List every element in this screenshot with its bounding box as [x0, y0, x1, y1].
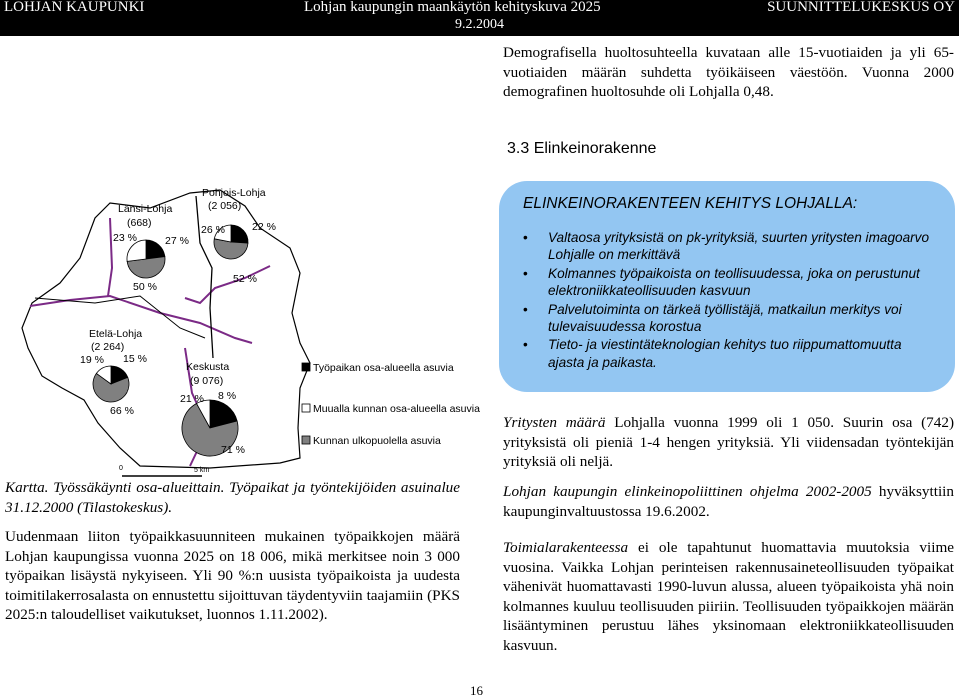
area-name-lansi-lohja: Länsi-Lohja — [118, 203, 173, 215]
area-share-label: 23 % — [113, 232, 137, 244]
header-organization: LOHJAN KAUPUNKI — [4, 0, 145, 15]
legend-swatch — [302, 363, 310, 371]
scale-end: 5 km — [194, 467, 210, 474]
info-box-list — [523, 229, 935, 372]
legend-label: Työpaikan osa-alueella asuvia — [313, 362, 454, 374]
area-share-label: 8 % — [218, 390, 237, 402]
area-share-label: 21 % — [180, 393, 204, 405]
right-paragraph-industry — [503, 538, 954, 655]
info-box — [499, 181, 955, 392]
info-box-title: ELINKEINORAKENTEEN KEHITYS LOHJALLA: — [523, 195, 858, 212]
area-share-label: 52 % — [233, 273, 257, 285]
info-box-bullet: • Kolmannes työpaikoista on teollisuudessa, joka on perustunut elektroniikkateollisuuden kasvuun — [523, 265, 935, 300]
header-document-title: Lohjan kaupungin maankäytön kehityskuva 2025 — [304, 0, 601, 15]
left-paragraph: Uudenmaan liiton työpaikkasuunniteen mukainen työpaikkojen määrä Lohjan kaupungissa vuonna 2025 on 18 006, mikä merkitsee noin 3 000 työpaikan lisäystä nykyiseen. Yli 90 %:n uusista työpaikoista ja uudesta toimitilakerrosalasta on ennustettu sijoittuvan täydentyviin taajamiin (PKS 2025:n taloudelliset vaikutukset, luonnos 1.11.2002). — [5, 528, 460, 623]
right-paragraph-program — [503, 482, 954, 521]
map-caption: Kartta. Työssäkäynti osa-alueittain. Työpaikat ja työntekijöiden asuinalue 31.12.2000 (Tilastokeskus). — [5, 479, 460, 516]
area-share-label: 66 % — [110, 405, 134, 417]
pie-slice — [231, 225, 248, 243]
section-title: 3.3 Elinkeinorakenne — [507, 140, 657, 157]
area-count-etela-lohja: (2 264) — [91, 341, 125, 353]
road — [196, 196, 213, 358]
right-paragraph-firms — [503, 413, 954, 472]
header-date: 9.2.2004 — [455, 17, 504, 32]
header-author: SUUNNITTELUKESKUS OY — [767, 0, 955, 15]
area-share-label: 15 % — [123, 353, 147, 365]
legend-label: Muualla kunnan osa-alueella asuvia — [313, 403, 480, 415]
legend-label: Kunnan ulkopuolella asuvia — [313, 435, 441, 447]
page-number: 16 — [470, 683, 483, 698]
info-box-bullet: • Valtaosa yrityksistä on pk-yrityksiä, suurten yritysten imagoarvo Lohjalle on merkittävä — [523, 229, 935, 264]
lead-phrase: Toimialarakenteessa — [503, 539, 629, 556]
paragraph-body: ei ole tapahtunut huomattavia muutoksia viime vuosina. Vaikka Lohjan perinteisen rakennusaineteollisuuden työpaikat vähenivät huomattavasti 1990-luvun alussa, alueen työpaikoista yhä noin kolmannes kuuluu teollisuuden piiriin. Teollisuuden työpaikkojen määrän lisääntyminen perustuu lähes yksinomaan elektroniikkateollisuuden kasvuun. — [503, 539, 954, 654]
commuting-map — [0, 178, 490, 478]
lead-phrase: Lohjan kaupungin elinkeinopoliittinen ohjelma 2002-2005 — [503, 483, 872, 500]
legend-swatch — [302, 404, 310, 412]
area-name-pohjois-lohja: Pohjois-Lohja — [202, 187, 266, 199]
area-boundary — [185, 266, 270, 303]
area-share-label: 27 % — [165, 235, 189, 247]
area-share-label: 50 % — [133, 281, 157, 293]
lead-phrase: Yritysten määrä — [503, 414, 606, 431]
paragraph-body: Lohjalla vuonna 1999 oli 1 050. Suurin osa (742) yrityksistä oli pieniä 1-4 hengen yrityksiä. Yli viidensadan työntekijän yrityksiä oli neljä. — [503, 414, 954, 470]
area-count-pohjois-lohja: (2 056) — [208, 200, 242, 212]
map-legend — [302, 362, 480, 447]
legend-swatch — [302, 436, 310, 444]
area-boundary — [108, 218, 112, 296]
scale-start: 0 — [119, 465, 123, 472]
intro-paragraph: Demografisella huoltosuhteella kuvataan alle 15-vuotiaiden ja yli 65-vuotiaiden määrän suhdetta työikäiseen väestöön. Vuonna 2000 demografinen huoltosuhde oli Lohjalla 0,48. — [503, 44, 954, 100]
area-name-keskusta: Keskusta — [186, 361, 230, 373]
paragraph-body: hyväksyttiin kaupunginvaltuustossa 19.6.2002. — [503, 483, 954, 520]
info-box-bullet: • Palvelutoiminta on tärkeä työllistäjä, matkailun merkitys voi tulevaisuudessa korostua — [523, 301, 935, 336]
page-header — [0, 0, 959, 36]
area-count-lansi-lohja: (668) — [127, 217, 152, 229]
area-share-label: 22 % — [252, 221, 276, 233]
info-box-bullet: • Tieto- ja viestintäteknologian kehitys tuo riippumattomuutta ajasta ja paikasta. — [523, 336, 935, 371]
area-name-etela-lohja: Etelä-Lohja — [89, 328, 143, 340]
area-share-label: 19 % — [80, 354, 104, 366]
pie-slice — [146, 240, 165, 259]
area-share-label: 71 % — [221, 444, 245, 456]
area-share-label: 26 % — [201, 224, 225, 236]
area-count-keskusta: (9 076) — [190, 375, 224, 387]
